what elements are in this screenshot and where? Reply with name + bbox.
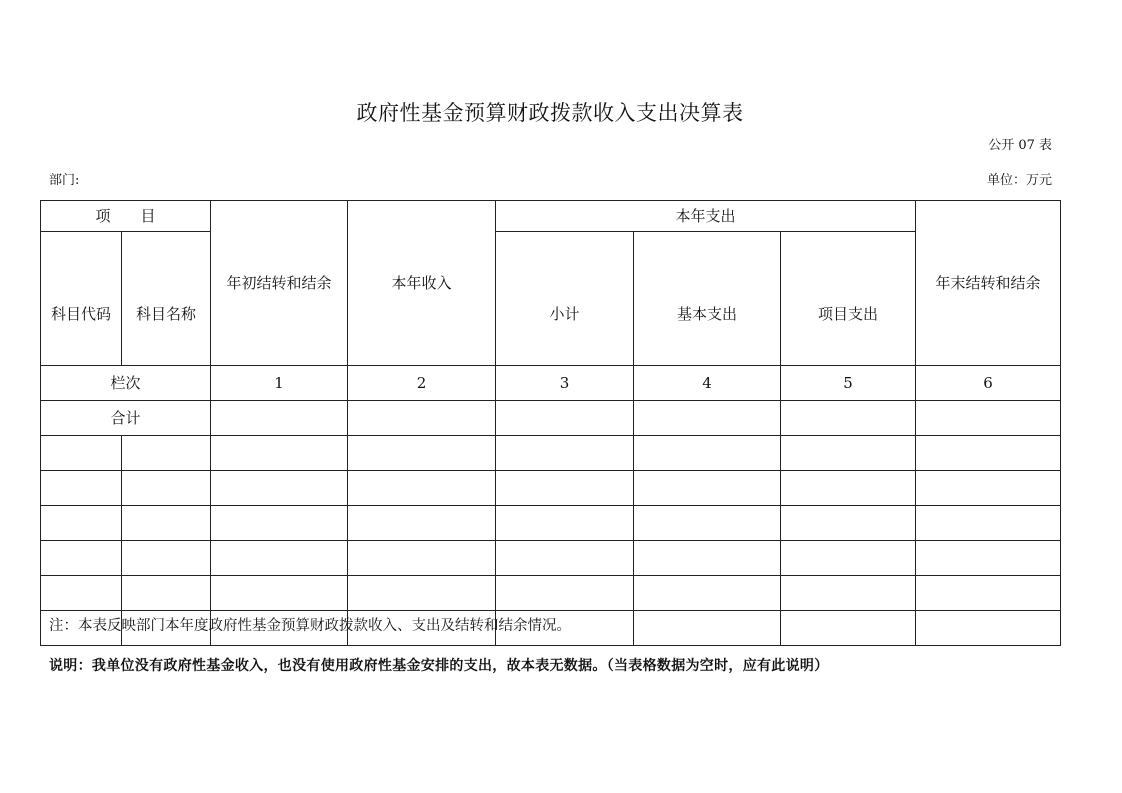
table-cell	[634, 401, 781, 436]
table-cell	[916, 401, 1061, 436]
table-row	[41, 506, 1061, 541]
header-closing-balance: 年末结转和结余	[916, 201, 1061, 366]
table-cell	[211, 471, 348, 506]
table-cell	[211, 436, 348, 471]
table-cell	[634, 541, 781, 576]
table-cell	[781, 611, 916, 646]
table-cell	[122, 436, 211, 471]
header-income: 本年收入	[348, 201, 496, 366]
table-row	[41, 576, 1061, 611]
column-number: 2	[348, 366, 496, 401]
table-row	[41, 436, 1061, 471]
table-cell	[41, 506, 122, 541]
table-cell	[916, 576, 1061, 611]
table-cell	[41, 436, 122, 471]
header-subtotal: 小计	[496, 232, 634, 366]
header-basic: 基本支出	[634, 232, 781, 366]
header-expenditure: 本年支出	[496, 201, 916, 232]
table-cell	[916, 506, 1061, 541]
table-row	[41, 541, 1061, 576]
table-cell	[634, 576, 781, 611]
table-cell	[122, 541, 211, 576]
total-label: 合计	[41, 401, 211, 436]
table-cell	[916, 436, 1061, 471]
table-cell	[348, 436, 496, 471]
table-cell	[634, 471, 781, 506]
table-cell	[211, 506, 348, 541]
column-number: 4	[634, 366, 781, 401]
column-number: 1	[211, 366, 348, 401]
table-cell	[916, 471, 1061, 506]
page-title: 政府性基金预算财政拨款收入支出决算表	[356, 101, 744, 125]
header-opening-balance: 年初结转和结余	[211, 201, 348, 366]
column-number: 3	[496, 366, 634, 401]
table-cell	[496, 471, 634, 506]
table-cell	[781, 436, 916, 471]
table-cell	[348, 401, 496, 436]
table-cell	[122, 506, 211, 541]
table-explanation: 说明：我单位没有政府性基金收入，也没有使用政府性基金安排的支出，故本表无数据。（当表格数据为空时，应有此说明）	[49, 658, 829, 674]
table-cell	[916, 541, 1061, 576]
table-cell	[496, 506, 634, 541]
table-cell	[211, 576, 348, 611]
column-index-label: 栏次	[41, 366, 211, 401]
table-cell	[781, 506, 916, 541]
table-cell	[916, 611, 1061, 646]
unit-label: 单位：万元	[986, 173, 1052, 188]
table-note: 注：本表反映部门本年度政府性基金预算财政拨款收入、支出及结转和结余情况。	[49, 618, 571, 634]
table-cell	[496, 436, 634, 471]
table-cell	[781, 576, 916, 611]
header-project: 项目支出	[781, 232, 916, 366]
column-number: 6	[916, 366, 1061, 401]
table-cell	[41, 471, 122, 506]
header-row-sub	[41, 232, 1061, 366]
form-code: 公开 07 表	[988, 138, 1052, 153]
table-row	[41, 471, 1061, 506]
department-label: 部门:	[49, 173, 80, 188]
table-cell	[496, 576, 634, 611]
header-name: 科目名称	[122, 232, 211, 366]
table-cell	[211, 541, 348, 576]
table-cell	[41, 541, 122, 576]
table-cell	[634, 436, 781, 471]
table-cell	[211, 401, 348, 436]
table-cell	[41, 576, 122, 611]
table-cell	[348, 506, 496, 541]
budget-table	[40, 200, 1061, 646]
column-index-row	[41, 366, 1061, 401]
header-code: 科目代码	[41, 232, 122, 366]
table-cell	[348, 576, 496, 611]
table-cell	[781, 541, 916, 576]
table-cell	[496, 401, 634, 436]
table-cell	[781, 471, 916, 506]
total-row	[41, 401, 1061, 436]
table-cell	[348, 541, 496, 576]
header-row-top	[41, 201, 1061, 232]
table-cell	[496, 541, 634, 576]
column-number: 5	[781, 366, 916, 401]
table-cell	[122, 576, 211, 611]
header-item: 项 目	[41, 201, 211, 232]
table-cell	[122, 471, 211, 506]
table-cell	[781, 401, 916, 436]
table-cell	[634, 506, 781, 541]
table-cell	[348, 471, 496, 506]
table-cell	[634, 611, 781, 646]
